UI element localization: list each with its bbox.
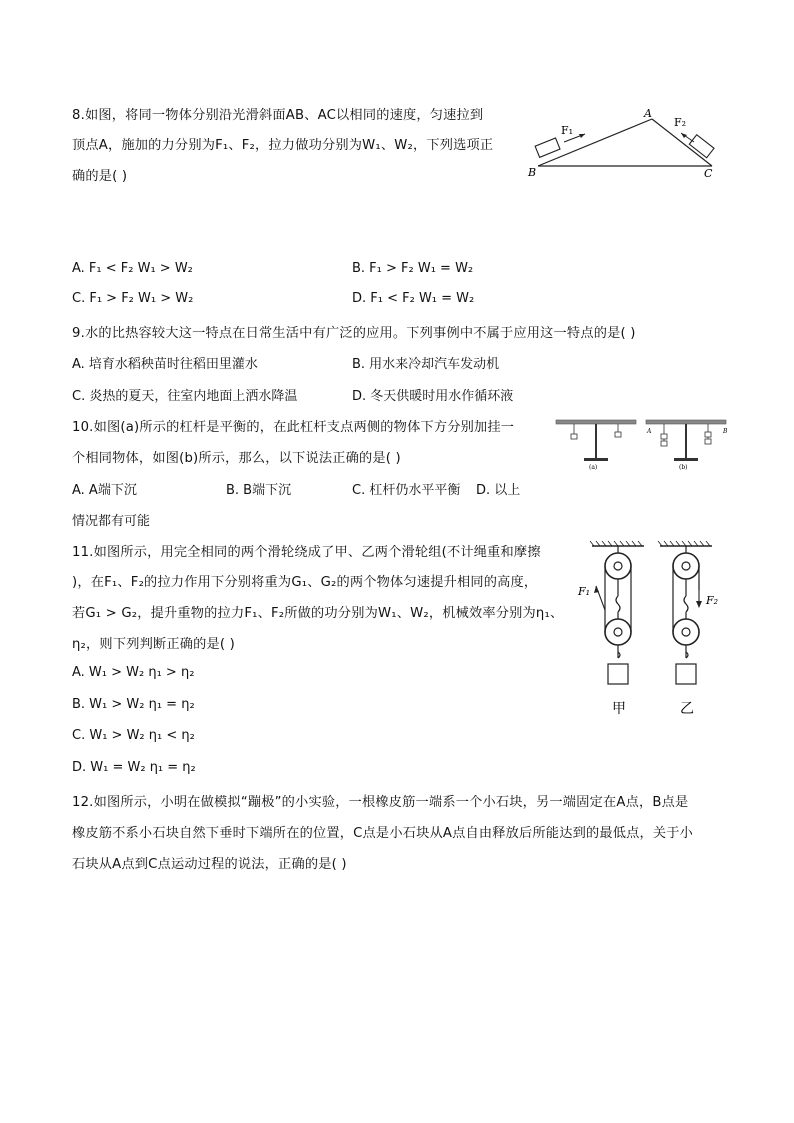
q9-option-d[interactable]: D. 冬天供暖时用水作循环液	[352, 389, 514, 404]
q11-ceiling-left	[590, 541, 644, 546]
q10-label-end-a: A	[647, 428, 652, 435]
q11-label-f1: F₁	[578, 585, 591, 598]
q10-label-end-b: B	[723, 428, 728, 435]
q11-weight-jia	[608, 664, 628, 684]
q11-label-jia: 甲	[612, 701, 626, 717]
q8-label-f2: F₂	[674, 116, 687, 129]
q8-line-1: 8.如图，将同一物体分别沿光滑斜面AB、AC以相同的速度，匀速拉到	[72, 108, 484, 123]
q11-weight-yi	[676, 664, 696, 684]
q11-option-a[interactable]: A. W₁ > W₂ η₁ > η₂	[72, 665, 195, 680]
q12-line-3: 石块从A点到C点运动过程的说法，正确的是( )	[72, 857, 347, 872]
q10-lever-figure	[552, 414, 732, 472]
q12-line-1: 12.如图所示，小明在做模拟“蹦极”的小实验，一根橡皮筋一端系一个小石块，另一端固定在A点，B点是	[72, 795, 689, 810]
q11-ceiling-right	[658, 541, 712, 546]
q9-option-a[interactable]: A. 培育水稻秧苗时往稻田里灌水	[72, 357, 258, 372]
q11-system-jia	[577, 546, 631, 717]
q8-line-2: 顶点A，施加的力分别为F₁、F₂，拉力做功分别为W₁、W₂，下列选项正	[72, 138, 494, 153]
q11-label-yi: 乙	[680, 701, 694, 717]
q8-option-b[interactable]: B. F₁ > F₂ W₁ = W₂	[352, 261, 474, 276]
q11-line-4: η₂，则下列判断正确的是( )	[72, 637, 236, 652]
q11-label-f2: F₂	[706, 594, 719, 607]
q10-lever-b	[646, 420, 728, 471]
q11-line-3: 若G₁ > G₂，提升重物的拉力F₁、F₂所做的功分别为W₁、W₂，机械效率分别为η₁、	[72, 606, 564, 621]
q8-option-c[interactable]: C. F₁ > F₂ W₁ > W₂	[72, 291, 194, 306]
q10-lever-a	[556, 420, 636, 471]
q10-option-d-continued: 情况都有可能	[72, 514, 151, 529]
q12-line-2: 橡皮筋不系小石块自然下垂时下端所在的位置，C点是小石块从A点自由释放后所能达到的最低点，关于小	[72, 826, 694, 841]
q9-option-c[interactable]: C. 炎热的夏天，往室内地面上洒水降温	[72, 389, 298, 404]
q9-option-b[interactable]: B. 用水来冷却汽车发动机	[352, 357, 500, 372]
q11-line-1: 11.如图所示，用完全相同的两个滑轮绕成了甲、乙两个滑轮组(不计绳重和摩擦	[72, 545, 541, 560]
q10-label-a: (a)	[589, 464, 598, 471]
q8-incline-figure	[524, 104, 724, 184]
q10-option-d[interactable]: D. 以上	[476, 483, 521, 498]
q8-label-f1: F₁	[561, 124, 574, 137]
q10-option-c[interactable]: C. 杠杆仍水平平衡	[352, 483, 461, 498]
q10-option-a[interactable]: A. A端下沉	[72, 483, 137, 498]
q10-label-b: (b)	[679, 464, 688, 471]
q8-option-a[interactable]: A. F₁ < F₂ W₁ > W₂	[72, 261, 193, 276]
q11-option-b[interactable]: B. W₁ > W₂ η₁ = η₂	[72, 697, 195, 712]
q11-system-yi	[673, 546, 718, 717]
q8-block-right	[689, 135, 714, 158]
q8-line-3: 确的是( )	[72, 169, 128, 184]
q11-option-c[interactable]: C. W₁ > W₂ η₁ < η₂	[72, 728, 195, 743]
q8-label-b: B	[528, 166, 537, 179]
q10-line-1: 10.如图(a)所示的杠杆是平衡的，在此杠杆支点两侧的物体下方分别加挂一	[72, 420, 515, 435]
q11-pulley-figure	[574, 540, 734, 720]
q8-label-c: C	[704, 167, 713, 180]
q9-stem: 9.水的比热容较大这一特点在日常生活中有广泛的应用。下列事例中不属于应用这一特点的是( )	[72, 326, 636, 341]
q8-label-a: A	[644, 107, 652, 120]
q10-line-2: 个相同物体，如图(b)所示，那么，以下说法正确的是( )	[72, 451, 401, 466]
q8-option-d[interactable]: D. F₁ < F₂ W₁ = W₂	[352, 291, 475, 306]
q8-block-left	[535, 138, 560, 157]
q11-option-d[interactable]: D. W₁ = W₂ η₁ = η₂	[72, 760, 196, 775]
q10-option-b[interactable]: B. B端下沉	[226, 483, 292, 498]
q11-line-2: )，在F₁、F₂的拉力作用下分别将重为G₁、G₂的两个物体匀速提升相同的高度，	[72, 575, 538, 590]
